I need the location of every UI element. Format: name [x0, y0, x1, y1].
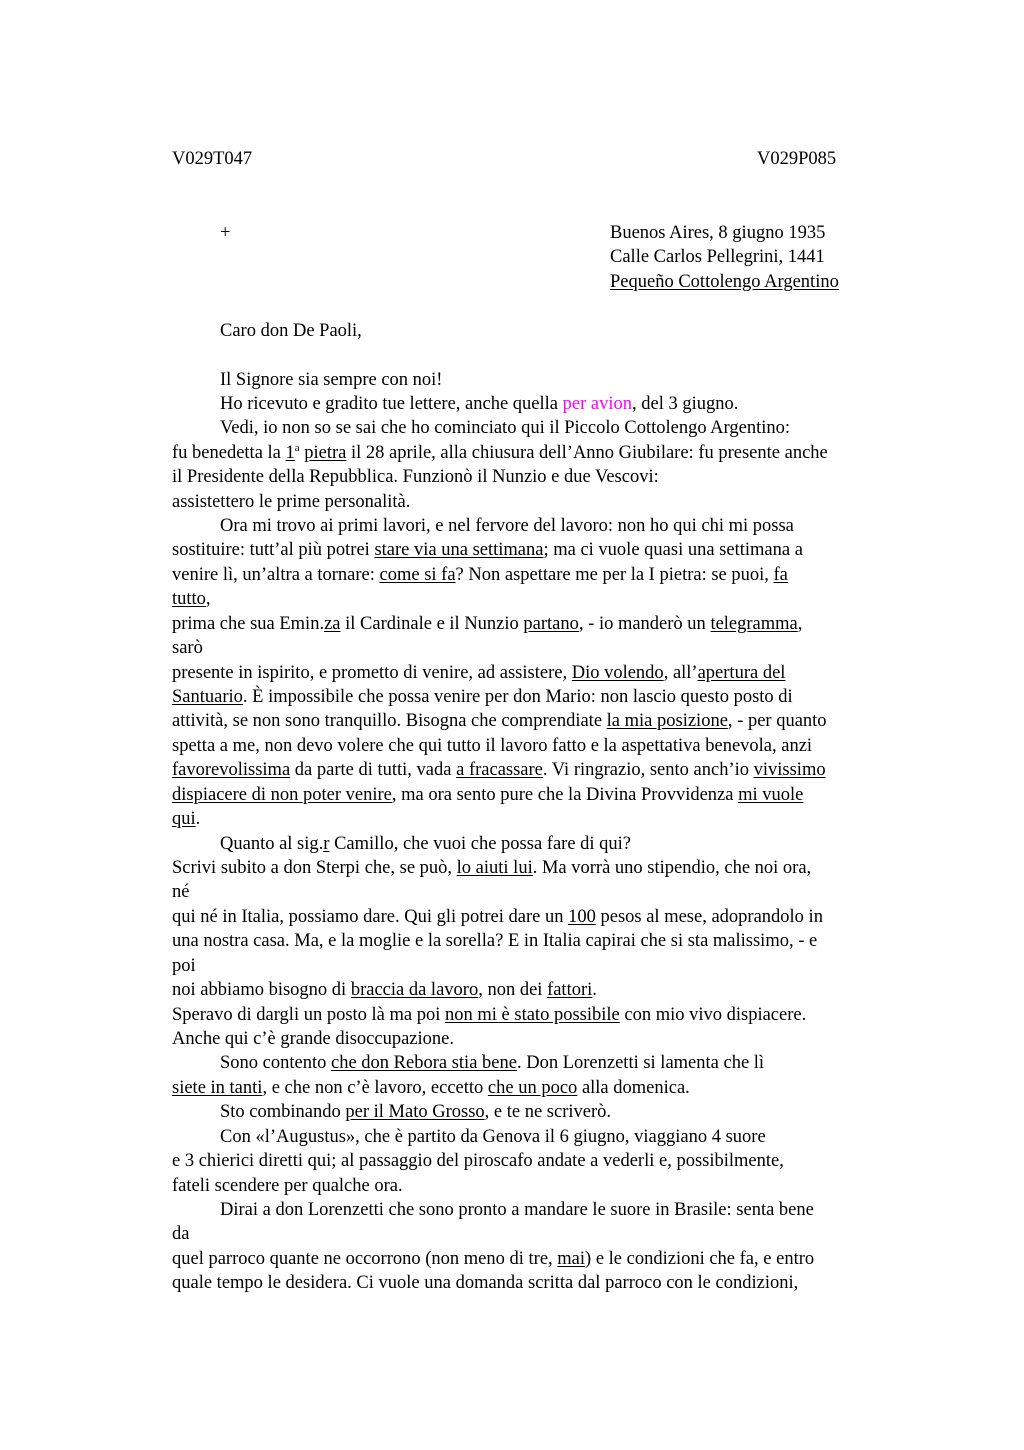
text-run: venire lì, un’altra a tornare: [172, 565, 380, 585]
text-run: Sono contento [220, 1053, 331, 1073]
body-line [220, 1100, 611, 1125]
text-run: , e te ne scriverò. [484, 1102, 611, 1122]
cross-mark: + [220, 223, 231, 243]
text-run: presente in ispirito, e prometto di venire, ad assistere, [172, 663, 572, 683]
address-street: Calle Carlos Pellegrini, 1441 [610, 247, 825, 267]
underlined-text: 100 [568, 907, 596, 927]
body-line [172, 661, 785, 686]
text-run: il 28 aprile, alla chiusura dell’Anno Giubilare: fu presente anche [346, 443, 828, 463]
underlined-text: siete in tanti [172, 1078, 263, 1098]
text-run: ) e le condizioni che fa, e entro [585, 1249, 815, 1269]
text-run: noi abbiamo bisogno di [172, 980, 351, 1000]
underlined-text: braccia da lavoro [350, 980, 479, 1000]
body-line [220, 1198, 814, 1223]
underlined-text: tutto [172, 589, 206, 609]
underlined-text: apertura del [697, 663, 786, 683]
underlined-text: lo aiuti lui [456, 858, 533, 878]
text-run: pesos al mese, adoprandolo in [595, 907, 823, 927]
body-line [172, 783, 803, 808]
body-line [172, 807, 200, 832]
text-run: . È impossibile che possa venire per don Mario: non lascio questo posto di [242, 687, 793, 707]
body-line [172, 1271, 798, 1296]
text-run: . Vi ringrazio, sento anch’io [542, 760, 754, 780]
text-run: sostituire: tutt’al più potrei [172, 540, 375, 560]
body-line [172, 685, 793, 710]
text-run: . [592, 980, 597, 1000]
body-line [172, 734, 812, 759]
text-run: Scrivi subito a don Sterpi che, se può, [172, 858, 457, 878]
text-run: fateli scendere per qualche ora. [172, 1176, 403, 1196]
superscript-text: a [294, 441, 300, 454]
body-line [172, 1149, 784, 1174]
body-line [220, 514, 794, 539]
text-run: da [172, 1224, 190, 1244]
underlined-text: la mia posizione [606, 711, 728, 731]
text-run: con mio vivo dispiacere. [619, 1005, 807, 1025]
body-line [172, 1003, 806, 1028]
body-line [172, 490, 410, 515]
text-run: Sto combinando [220, 1102, 346, 1122]
text-run: , all’ [663, 663, 698, 683]
text-run: quel parroco quante ne occorrono (non meno di tre, [172, 1249, 558, 1269]
text-run: quale tempo le desidera. Ci vuole una domanda scritta dal parroco con le condizioni, [172, 1273, 799, 1293]
text-run: una nostra casa. Ma, e la moglie e la sorella? E in Italia capirai che si sta malissimo, - e [172, 931, 818, 951]
underlined-text: per il Mato Grosso [345, 1102, 485, 1122]
text-run: spetta a me, non devo volere che qui tutto il lavoro fatto e la aspettativa benevola, anzi [172, 736, 813, 756]
text-run: ; ma ci vuole quasi una settimana a [543, 540, 803, 560]
body-line [172, 1027, 454, 1052]
text-run: , [797, 614, 803, 634]
text-run: , - per quanto [727, 711, 827, 731]
body-line [172, 856, 811, 881]
body-line [172, 709, 827, 734]
text-run: . Don Lorenzetti si lamenta che lì [516, 1053, 765, 1073]
highlighted-text: per avion [562, 394, 632, 414]
text-run: Ho ricevuto e gradito tue lettere, anche quella [220, 394, 563, 414]
text-run: , ma ora sento pure che la Divina Provvidenza [391, 785, 739, 805]
text-run: da parte di tutti, vada [290, 760, 457, 780]
underlined-text: che don Rebora stia bene [331, 1053, 517, 1073]
body-line [220, 1051, 764, 1076]
body-line [220, 392, 738, 417]
body-line [172, 978, 597, 1003]
underlined-text: mai [557, 1249, 586, 1269]
document-code-right: V029P085 [757, 149, 837, 169]
underlined-text: fa [773, 565, 788, 585]
text-run: Quanto al sig. [220, 834, 324, 854]
text-run: Camillo, che vuoi che possa fare di qui? [329, 834, 632, 854]
text-run: , - io manderò un [578, 614, 711, 634]
document-code-left: V029T047 [172, 149, 253, 169]
text-run: , [205, 589, 211, 609]
body-line [172, 758, 826, 783]
underlined-text: favorevolissima [172, 760, 291, 780]
salutation: Caro don De Paoli, [220, 321, 362, 341]
body-line [172, 1174, 403, 1199]
body-line [172, 880, 189, 905]
text-run: , del 3 giugno. [631, 394, 739, 414]
text-run: il Cardinale e il Nunzio [340, 614, 524, 634]
body-line [172, 1076, 690, 1101]
body-line [220, 1125, 766, 1150]
body-line [220, 368, 442, 393]
text-run: alla domenica. [577, 1078, 690, 1098]
underlined-text: stare via una settimana [374, 540, 544, 560]
text-run: Speravo di dargli un posto là ma poi [172, 1005, 446, 1025]
underlined-text: qui [172, 809, 196, 829]
text-run: Ora mi trovo ai primi lavori, e nel fervore del lavoro: non ho qui chi mi possa [220, 516, 794, 536]
text-run: ? Non aspettare me per la I pietra: se puoi, [455, 565, 774, 585]
body-line [172, 929, 817, 954]
underlined-text: fattori [547, 980, 593, 1000]
body-line [172, 465, 659, 490]
body-line [172, 563, 788, 588]
underlined-text: mi vuole [738, 785, 804, 805]
text-run: il Presidente della Repubblica. Funzionò il Nunzio e due Vescovi: [172, 467, 659, 487]
body-line [172, 1222, 189, 1247]
text-run: , e che non c’è lavoro, eccetto [262, 1078, 488, 1098]
body-line [172, 636, 203, 661]
underlined-text: Santuario [172, 687, 243, 707]
body-line [220, 832, 631, 857]
underlined-text: 1 [285, 443, 295, 463]
text-run: poi [172, 956, 196, 976]
address-place-date: Buenos Aires, 8 giugno 1935 [610, 223, 826, 243]
underlined-text: r [323, 834, 330, 854]
text-run: . [195, 809, 201, 829]
underlined-text: non mi è stato possibile [445, 1005, 620, 1025]
text-run: Anche qui c’è grande disoccupazione. [172, 1029, 454, 1049]
text-run: Il Signore sia sempre con noi! [220, 370, 443, 390]
body-line [172, 587, 211, 612]
text-run: né [172, 882, 190, 902]
underlined-text: partano [523, 614, 579, 634]
body-line [172, 612, 802, 637]
body-line [220, 416, 790, 441]
body-line [172, 905, 823, 930]
body-line [172, 954, 196, 979]
text-run: , non dei [478, 980, 548, 1000]
address-institution: Pequeño Cottolengo Argentino [610, 272, 839, 292]
underlined-text: pietra [304, 443, 347, 463]
text-run: e 3 chierici diretti qui; al passaggio del piroscafo andate a vederli e, possibilmente, [172, 1151, 784, 1171]
underlined-text: come si fa [379, 565, 456, 585]
underlined-text: dispiacere di non poter venire [172, 785, 392, 805]
underlined-text: telegramma [710, 614, 798, 634]
text-run: Con «l’Augustus», che è partito da Genova il 6 giugno, viaggiano 4 suore [220, 1127, 766, 1147]
body-line [172, 538, 803, 563]
text-run: . Ma vorrà uno stipendio, che noi ora, [532, 858, 812, 878]
underlined-text: Dio volendo [571, 663, 664, 683]
text-run: sarò [172, 638, 203, 658]
underlined-text: a fracassare [456, 760, 543, 780]
text-run: attività, se non sono tranquillo. Bisogna che comprendiate [172, 711, 607, 731]
underlined-text: che un poco [487, 1078, 578, 1098]
body-line [172, 441, 828, 466]
underlined-text: za [324, 614, 341, 634]
text-run: prima che sua Emin. [172, 614, 325, 634]
text-run: Vedi, io non so se sai che ho cominciato qui il Piccolo Cottolengo Argentino: [220, 418, 791, 438]
underlined-text: vivissimo [753, 760, 826, 780]
text-run: fu benedetta la [172, 443, 286, 463]
text-run: qui né in Italia, possiamo dare. Qui gli potrei dare un [172, 907, 569, 927]
text-run: Dirai a don Lorenzetti che sono pronto a mandare le suore in Brasile: senta bene [220, 1200, 814, 1220]
text-run: assistettero le prime personalità. [172, 492, 411, 512]
body-line [172, 1247, 814, 1272]
